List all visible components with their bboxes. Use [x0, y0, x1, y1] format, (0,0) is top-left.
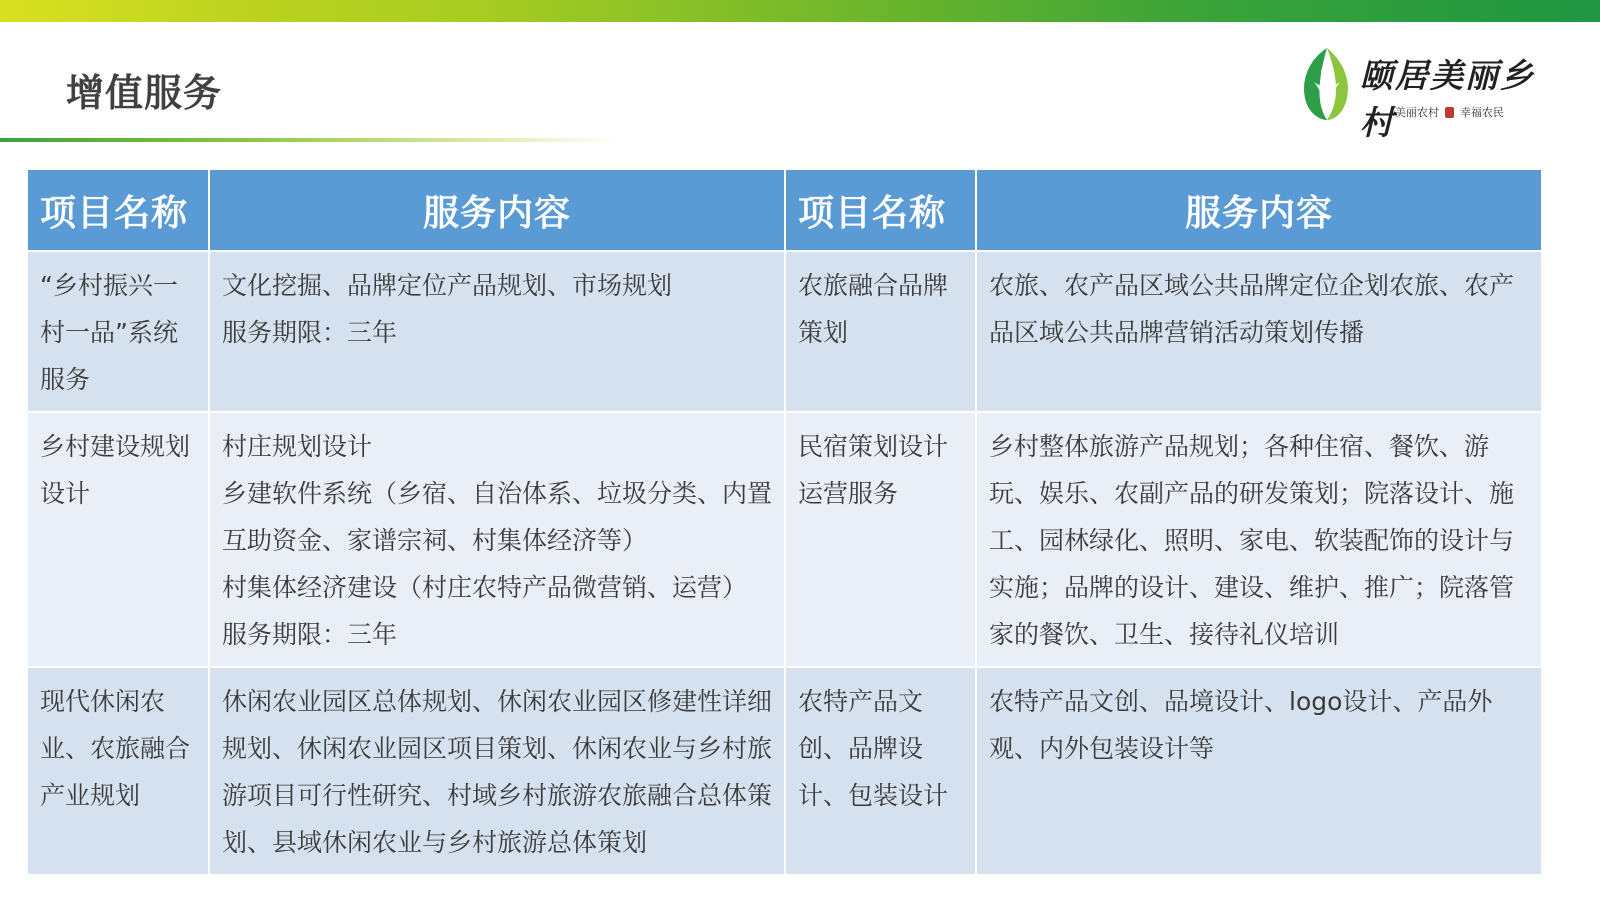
table-row [27, 412, 1542, 667]
table-row [27, 251, 1542, 412]
service-line: 村集体经济建设（村庄农特产品微营销、运营） [222, 573, 748, 602]
project-name-cell: 现代休闲农业、农旅融合产业规划 [27, 667, 209, 875]
project-name-cell: 农特产品文创、品牌设计、包装设计 [785, 667, 976, 875]
table-row [27, 667, 1542, 875]
project-name-cell: “乡村振兴一村一品”系统服务 [27, 251, 209, 412]
project-name-cell: 民宿策划设计运营服务 [785, 412, 976, 667]
slogan-left: 美丽农村 [1395, 106, 1439, 119]
services-table [26, 168, 1543, 876]
service-content-cell [209, 667, 785, 875]
service-content-cell: 农旅、农产品区域公共品牌定位企划农旅、农产品区域公共品牌营销活动策划传播 [976, 251, 1542, 412]
service-line: 乡建软件系统（乡宿、自治体系、垃圾分类、内置互助资金、家谱宗祠、村集体经济等） [222, 479, 773, 555]
logo-name: 颐居美丽乡村 [1360, 56, 1535, 142]
service-line: 文化挖掘、品牌定位产品规划、市场规划 [222, 271, 673, 300]
header-service-content-1: 服务内容 [209, 169, 785, 251]
title-underline [0, 138, 620, 142]
logo [1300, 44, 1560, 142]
slogan-right: 幸福农民 [1460, 106, 1504, 119]
leaf-person-icon [1300, 46, 1354, 122]
project-name-cell: 农旅融合品牌策划 [785, 251, 976, 412]
seal-icon [1445, 107, 1454, 118]
logo-slogan [1395, 104, 1504, 120]
service-content-cell [209, 412, 785, 667]
service-line: 服务期限：三年 [222, 318, 398, 347]
service-content-cell: 乡村整体旅游产品规划；各种住宿、餐饮、游玩、娱乐、农副产品的研发策划；院落设计、施工、园林绿化、照明、家电、软装配饰的设计与实施；品牌的设计、建设、维护、推广；院落管家的餐饮、卫生、接待礼仪培训 [976, 412, 1542, 667]
service-content-cell: 农特产品文创、品境设计、logo设计、产品外观、内外包装设计等 [976, 667, 1542, 875]
header-project-name-1: 项目名称 [27, 169, 209, 251]
service-line: 休闲农业园区总体规划、休闲农业园区修建性详细规划、休闲农业园区项目策划、休闲农业与乡村旅游项目可行性研究、村域乡村旅游农旅融合总体策划、县域休闲农业与乡村旅游总体策划 [222, 687, 773, 857]
service-content-cell [209, 251, 785, 412]
table-header-row [27, 169, 1542, 251]
top-gradient-bar [0, 0, 1600, 22]
service-line: 村庄规划设计 [222, 432, 373, 461]
header-service-content-2: 服务内容 [976, 169, 1542, 251]
page-title: 增值服务 [66, 71, 223, 115]
project-name-cell: 乡村建设规划设计 [27, 412, 209, 667]
header-project-name-2: 项目名称 [785, 169, 976, 251]
service-line: 服务期限：三年 [222, 620, 398, 649]
